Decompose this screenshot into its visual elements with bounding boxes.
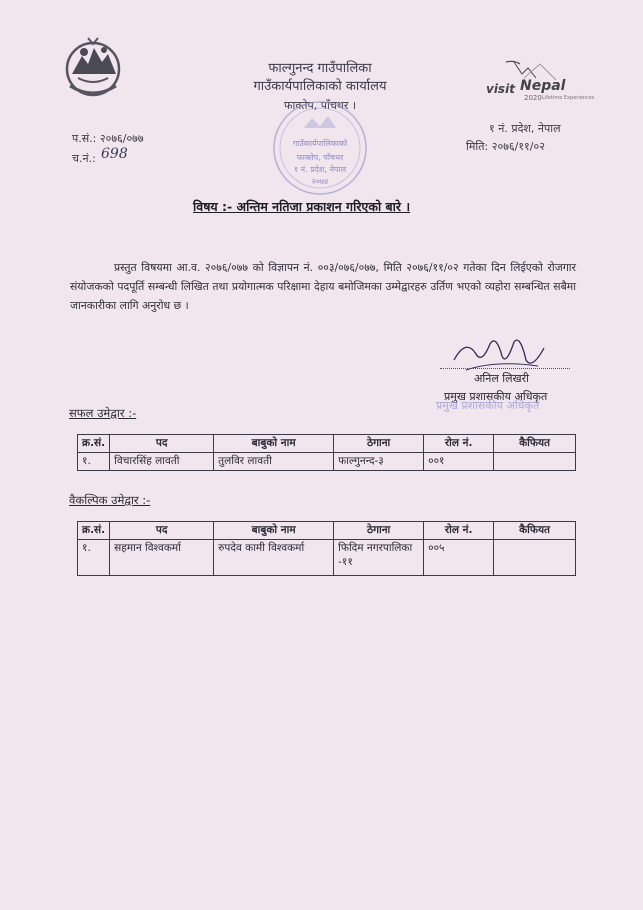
cell-name: सहमान विश्वकर्मा	[110, 540, 214, 576]
office-address: फाक्तेप, पाँचथर ।	[283, 99, 356, 112]
table-header-row	[78, 522, 576, 540]
letter-date: मिति: २०७६/११/०२	[466, 140, 545, 153]
col-header-sn: क्र.सं.	[78, 522, 110, 540]
col-header-father: बाबुको नाम	[214, 435, 334, 453]
cell-address: फाल्गुनन्द-३	[334, 453, 424, 471]
successful-section-title: सफल उमेद्वार :-	[69, 406, 137, 420]
signatory-name: अनिल लिखरी	[474, 372, 529, 385]
cell-father: रुपदेव कामी विश्वकर्मा	[214, 540, 334, 576]
subject-text: विषय :- अन्तिम नतिजा प्रकाशन गरिएको बारे ।	[193, 199, 411, 214]
col-header-address: ठेगाना	[334, 435, 424, 453]
signatory-title: प्रमुख प्रशासकीय अधिकृत	[444, 390, 548, 403]
government-emblem-icon	[60, 34, 126, 100]
cell-sn: १.	[78, 540, 110, 576]
cell-roll: ००५	[424, 540, 494, 576]
logo-tagline-text: Lifetime Experiences	[542, 95, 595, 101]
visit-nepal-logo	[484, 58, 595, 104]
stamp-line-1: गाउँकार्यपालिकाको	[292, 139, 348, 148]
col-header-sn: क्र.सं.	[78, 435, 110, 453]
dispatch-label: च.नं.:	[72, 152, 96, 165]
successful-candidates-table	[77, 434, 576, 471]
cell-roll: ००१	[424, 453, 494, 471]
alternate-section-title: वैकल्पिक उमेद्वार :-	[69, 493, 151, 507]
body-paragraph: प्रस्तुत विषयमा आ.व. २०७६/०७७ को विज्ञापन नं. ००३/०७६/०७७, मिति २०७६/११/०२ गतेका दिन लिईएको रोजगार संयोजकको पदपूर्ति सम्बन्धी लिखित तथा प्रयोगात्मक परिक्षामा देहाय बमोजिमका उम्मेद्वारहरु उर्तिण भएको व्यहोरा सम्बन्धित सबैमा जानकारीका लागि अनुरोध छ ।	[70, 261, 576, 312]
table-row	[78, 540, 576, 576]
col-header-father: बाबुको नाम	[214, 522, 334, 540]
stamp-line-2: फाक्तेप, पाँचथर	[296, 153, 344, 162]
stamp-line-4: २०७४	[311, 177, 329, 186]
office-name: फाल्गुनन्द गाउँपालिका	[268, 61, 372, 76]
cell-sn: १.	[78, 453, 110, 471]
col-header-remarks: कैफियत	[494, 522, 576, 540]
logo-visit-text: visit	[486, 82, 515, 96]
col-header-roll: रोल नं.	[424, 435, 494, 453]
col-header-name: पद	[110, 435, 214, 453]
province-text: १ नं. प्रदेश, नेपाल	[489, 122, 561, 135]
cell-address: फिदिम नगरपालिका -११	[334, 540, 424, 576]
reference-number: प.सं.: २०७६/०७७	[72, 132, 144, 145]
table-row	[78, 453, 576, 471]
col-header-name: पद	[110, 522, 214, 540]
col-header-remarks: कैफियत	[494, 435, 576, 453]
col-header-roll: रोल नं.	[424, 522, 494, 540]
stamp-line-3: १ नं. प्रदेश, नेपाल	[293, 165, 347, 174]
office-subtitle: गाउँकार्यपालिकाको कार्यालय	[253, 79, 387, 94]
dispatch-number: 698	[101, 146, 128, 162]
alternate-candidates-table	[77, 521, 576, 576]
letter-body	[70, 258, 576, 315]
cell-remarks	[494, 540, 576, 576]
cell-remarks	[494, 453, 576, 471]
logo-year-text: 2020	[524, 94, 542, 102]
cell-father: तुलविर लावती	[214, 453, 334, 471]
table-header-row	[78, 435, 576, 453]
signature-line	[440, 368, 570, 369]
logo-nepal-text: Nepal	[520, 78, 566, 94]
letter-subject	[193, 198, 410, 215]
col-header-address: ठेगाना	[334, 522, 424, 540]
signatory-stamp: प्रमुख प्रशासकीय अधिकृत	[436, 399, 540, 412]
cell-name: विचारसिंह लावती	[110, 453, 214, 471]
